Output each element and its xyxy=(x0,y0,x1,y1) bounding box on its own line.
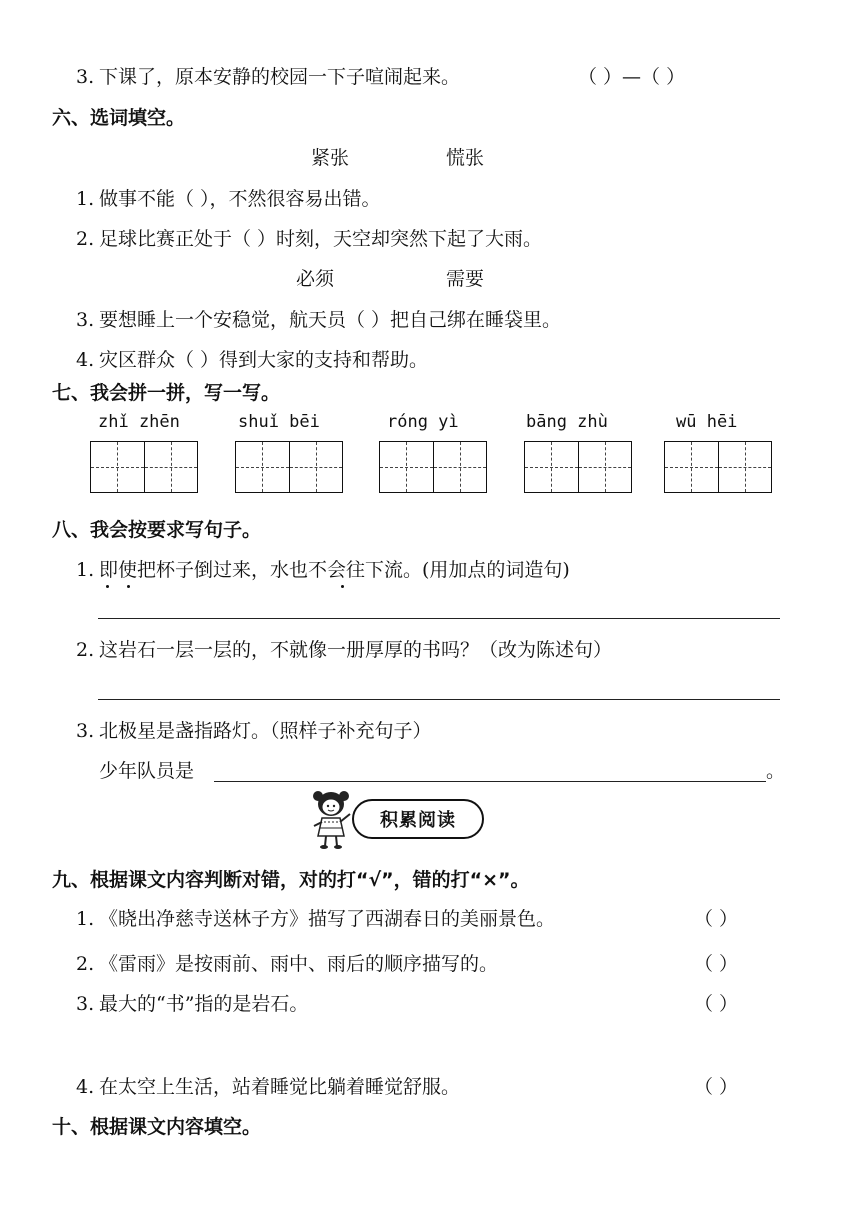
word-choice: 必须 xyxy=(296,268,335,290)
cartoon-girl-icon xyxy=(306,786,356,850)
pinyin-label: wū hēi xyxy=(676,412,738,432)
judgement-text: 最大的“书”指的是岩石。 xyxy=(99,993,309,1015)
question-text: 足球比赛正处于（ ）时刻，天空却突然下起了大雨。 xyxy=(99,228,543,250)
writing-cell[interactable] xyxy=(525,442,579,492)
writing-grid[interactable] xyxy=(524,441,632,493)
answer-bracket[interactable]: （ ） xyxy=(694,993,739,1015)
reading-badge-label: 积累阅读 xyxy=(380,810,456,831)
emphasis-dot xyxy=(106,585,109,588)
answer-bracket[interactable]: （ ） xyxy=(694,1076,739,1098)
answer-brackets: （ ）—（ ） xyxy=(578,66,686,88)
answer-bracket[interactable]: （ ） xyxy=(694,953,739,975)
judgement-text: 《雷雨》是按雨前、雨中、雨后的顺序描写的。 xyxy=(99,953,499,975)
writing-grid[interactable] xyxy=(235,441,343,493)
question-text: 做事不能（ ），不然很容易出错。 xyxy=(99,188,381,210)
writing-grid[interactable] xyxy=(90,441,198,493)
section-seven-title: 七、我会拼一拼，写一写。 xyxy=(52,382,281,404)
item-number: 2. xyxy=(76,639,95,661)
fill-prefix: 少年队员是 xyxy=(99,760,195,782)
question-text: 灾区群众（ ）得到大家的支持和帮助。 xyxy=(99,349,429,371)
answer-line[interactable] xyxy=(98,699,780,700)
writing-cell[interactable] xyxy=(236,442,290,492)
section-nine-title: 九、根据课文内容判断对错，对的打“√”，错的打“×”。 xyxy=(52,869,530,891)
item-number: 3. xyxy=(76,720,95,742)
item-number: 2. xyxy=(76,953,95,975)
word-choice: 紧张 xyxy=(311,147,350,169)
writing-cell[interactable] xyxy=(290,442,343,492)
writing-grid[interactable] xyxy=(379,441,487,493)
fill-suffix: 。 xyxy=(766,760,786,782)
item-number: 4. xyxy=(76,1076,95,1098)
item-number: 2. xyxy=(76,228,95,250)
question-text: 这岩石一层一层的，不就像一册厚厚的书吗？（改为陈述句） xyxy=(99,639,613,661)
judgement-text: 《晓出净慈寺送林子方》描写了西湖春日的美丽景色。 xyxy=(99,908,556,930)
writing-cell[interactable] xyxy=(91,442,145,492)
pinyin-label: zhǐ zhēn xyxy=(98,412,180,432)
item-number: 3. xyxy=(76,66,95,88)
question-text: 北极星是盏指路灯。（照样子补充句子） xyxy=(99,720,432,742)
word-choice: 需要 xyxy=(446,268,485,290)
item-number: 1. xyxy=(76,559,95,581)
emphasis-dot xyxy=(127,585,130,588)
answer-bracket[interactable]: （ ） xyxy=(694,908,739,930)
item-number: 1. xyxy=(76,188,95,210)
section-eight-title: 八、我会按要求写句子。 xyxy=(52,519,262,541)
question-text: 即使把杯子倒过来，水也不会往下流。(用加点的词造句) xyxy=(99,559,570,581)
pinyin-label: shuǐ bēi xyxy=(238,412,320,432)
writing-cell[interactable] xyxy=(434,442,487,492)
section-ten-title: 十、根据课文内容填空。 xyxy=(52,1116,262,1138)
writing-cell[interactable] xyxy=(145,442,198,492)
item-number: 3. xyxy=(76,993,95,1015)
reading-badge xyxy=(352,799,484,839)
writing-cell[interactable] xyxy=(380,442,434,492)
item-number: 4. xyxy=(76,349,95,371)
section-six-title: 六、选词填空。 xyxy=(52,107,186,129)
answer-line[interactable] xyxy=(98,618,780,619)
question-text: 要想睡上一个安稳觉，航天员（ ）把自己绑在睡袋里。 xyxy=(99,309,562,331)
question-text: 下课了，原本安静的校园一下子喧闹起来。 xyxy=(99,66,461,88)
writing-cell[interactable] xyxy=(665,442,719,492)
answer-line[interactable] xyxy=(214,781,766,782)
writing-cell[interactable] xyxy=(579,442,632,492)
writing-grid[interactable] xyxy=(664,441,772,493)
item-number: 1. xyxy=(76,908,95,930)
word-choice: 慌张 xyxy=(446,147,485,169)
judgement-text: 在太空上生活，站着睡觉比躺着睡觉舒服。 xyxy=(99,1076,461,1098)
writing-cell[interactable] xyxy=(719,442,772,492)
emphasis-dot xyxy=(341,585,344,588)
pinyin-label: bāng zhù xyxy=(526,412,608,432)
pinyin-label: róng yì xyxy=(387,412,459,432)
item-number: 3. xyxy=(76,309,95,331)
